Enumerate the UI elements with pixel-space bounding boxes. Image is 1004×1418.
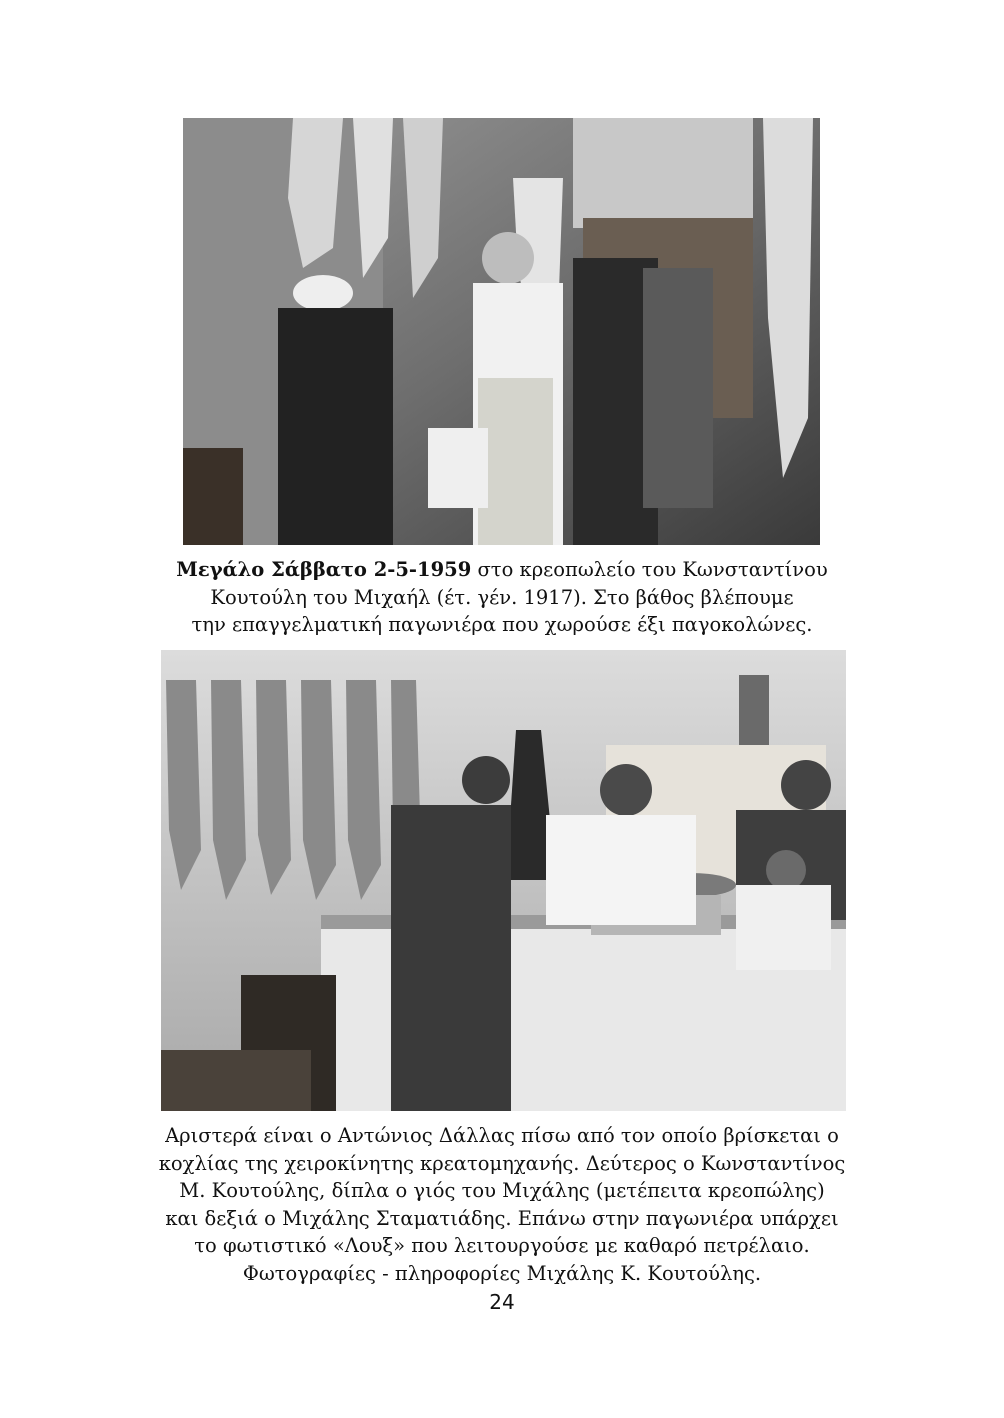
photo-1-illustration — [183, 118, 820, 545]
photo-1-caption — [100, 556, 904, 639]
caption-1-line-1 — [100, 556, 904, 584]
caption-1-line-1-text: στο κρεοπωλείο του Κωνσταντίνου — [471, 558, 828, 581]
caption-1-line-2: Κουτούλη του Μιχαήλ (έτ. γέν. 1917). Στο βάθος βλέπουμε — [210, 585, 794, 609]
caption-2-line-3: Μ. Κουτούλης, δίπλα ο γιός του Μιχάλης (μετέπειτα κρεοπώλης) — [179, 1179, 825, 1202]
caption-1-date-lead: Μεγάλο Σάββατο 2-5-1959 — [176, 558, 472, 581]
caption-2-line-6: Φωτογραφίες - πληροφορίες Μιχάλης Κ. Κουτούλης. — [242, 1261, 762, 1285]
caption-1-line-3: την επαγγελματική παγωνιέρα που χωρούσε έξι παγοκολώνες. — [191, 613, 813, 636]
caption-2-line-1: Αριστερά είναι ο Αντώνιος Δάλλας πίσω από τον οποίο βρίσκεται ο — [165, 1124, 839, 1147]
caption-2-line-2: κοχλίας της χειροκίνητης κρεατομηχανής. Δεύτερος ο Κωνσταντίνος — [158, 1151, 846, 1175]
photo-2-illustration — [161, 650, 846, 1111]
page-number: 24 — [489, 1290, 515, 1314]
photo-2-caption — [100, 1122, 904, 1287]
butcher-shop-staff-photo — [161, 650, 846, 1111]
caption-2-line-5: το φωτιστικό «Λουξ» που λειτουργούσε με καθαρό πετρέλαιο. — [194, 1234, 810, 1257]
caption-2-line-4: και δεξιά ο Μιχάλης Σταματιάδης. Επάνω στην παγωνιέρα υπάρχει — [165, 1206, 839, 1230]
butcher-shop-photo-1959 — [183, 118, 820, 545]
